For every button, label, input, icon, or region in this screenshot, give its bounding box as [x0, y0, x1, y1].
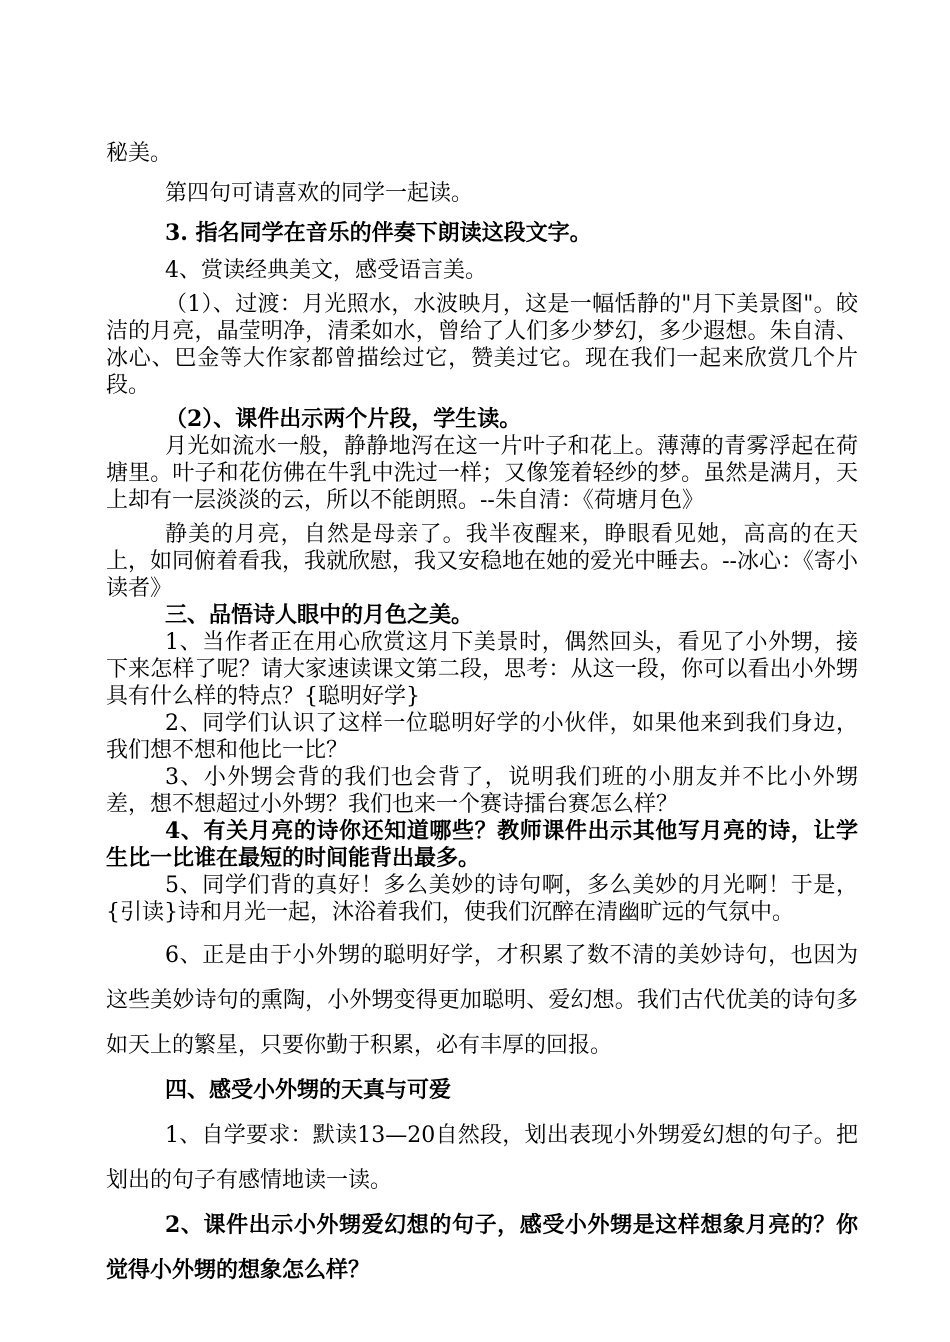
paragraph-6: 月光如流水一般，静静地泻在这一片叶子和花上。薄薄的青雾浮起在荷塘里。叶子和花仿佛在牛乳中洗过一样；又像笼着轻纱的梦。虽然是满月，天上却有一层淡淡的云，所以不能朗照。--朱自清：《荷塘月色》: [106, 434, 858, 513]
paragraph-2: 3. 指名同学在音乐的伴奏下朗读这段文字。: [165, 220, 592, 246]
paragraph-13: 5、同学们背的真好！多么美妙的诗句啊，多么美妙的月光啊！于是，{引读}诗和月光一起，沐浴着我们，使我们沉醉在清幽旷远的气氛中。: [106, 873, 858, 925]
section-heading-4: 四、感受小外甥的天真与可爱: [165, 1077, 452, 1103]
paragraph-17: 2、课件出示小外甥爱幻想的句子，感受小外甥是这样想象月亮的？你觉得小外甥的想象怎么样？: [106, 1212, 858, 1283]
paragraph-14: 6、正是由于小外甥的聪明好学，才积累了数不清的美妙诗句，也因为这些美妙诗句的熏陶，小外甥变得更加聪明、爱幻想。我们古代优美的诗句多如天上的繁星，只要你勤于积累，必有丰厚的回报。: [106, 943, 858, 1058]
paragraph-16: 1、自学要求：默读13—20自然段，划出表现小外甥爱幻想的句子。把划出的句子有感情地读一读。: [106, 1123, 858, 1193]
paragraph-9: 1、当作者正在用心欣赏这月下美景时，偶然回头，看见了小外甥，接下来怎样了呢？请大家速读课文第二段，思考：从这一段，你可以看出小外甥具有什么样的特点？{聪明好学}: [106, 630, 858, 709]
paragraph-4: （1）、过渡：月光照水，水波映月，这是一幅恬静的"月下美景图"。皎洁的月亮，晶莹明净，清柔如水，曾给了人们多少梦幻，多少遐想。朱自清、冰心、巴金等大作家都曾描绘过它，赞美过它。现在我们一起来欣赏几个片段。: [106, 292, 858, 398]
section-heading-3: 三、品悟诗人眼中的月色之美。: [165, 602, 474, 628]
paragraph-1: 第四句可请喜欢的同学一起读。: [165, 181, 474, 206]
paragraph-3: 4、赏读经典美文，感受语言美。: [165, 258, 487, 283]
paragraph-0: 秘美。: [106, 141, 173, 166]
paragraph-5: （2）、课件出示两个片段，学生读。: [165, 406, 522, 432]
paragraph-11: 3、小外甥会背的我们也会背了，说明我们班的小朋友并不比小外甥差，想不想超过小外甥？我们也来一个赛诗擂台赛怎么样？: [106, 765, 858, 817]
paragraph-7: 静美的月亮，自然是母亲了。我半夜醒来，睁眼看见她，高高的在天上，如同俯着看我，我就欣慰，我又安稳地在她的爱光中睡去。--冰心：《寄小读者》: [106, 522, 858, 601]
paragraph-12: 4、有关月亮的诗你还知道哪些？教师课件出示其他写月亮的诗，让学生比一比谁在最短的时间能背出最多。: [106, 818, 858, 871]
paragraph-10: 2、同学们认识了这样一位聪明好学的小伙伴，如果他来到我们身边，我们想不想和他比一比？: [106, 711, 858, 763]
